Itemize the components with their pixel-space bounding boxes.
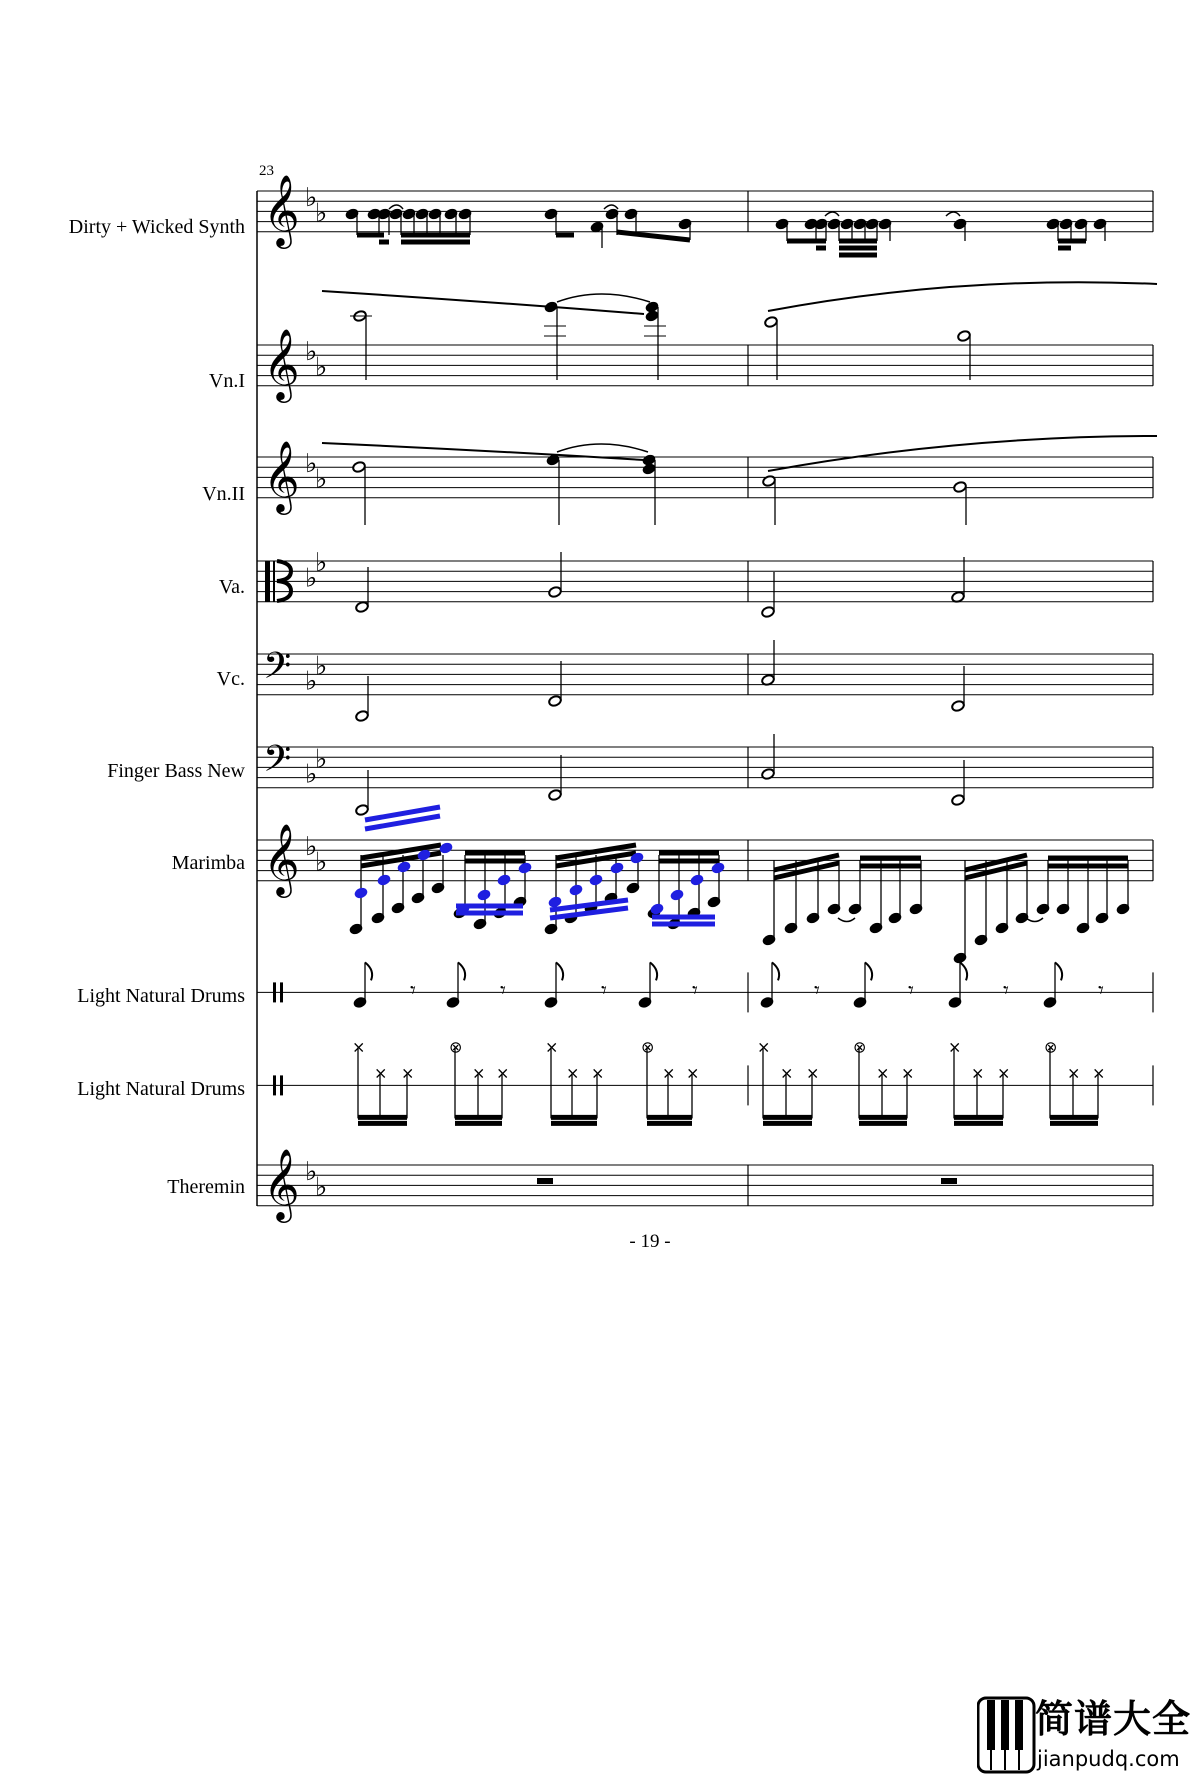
notehead [764, 316, 778, 329]
tie [838, 918, 855, 922]
alto-clef-icon [273, 561, 275, 602]
instrument-label-vn2: Vn.II [202, 483, 245, 505]
notehead [355, 710, 369, 723]
highlighted-notehead [569, 884, 583, 897]
notehead [951, 794, 965, 807]
whole-rest-icon [941, 1178, 957, 1184]
cymbal-note-icon: × [591, 1063, 605, 1083]
treble-clef-icon: 𝄞 [263, 1147, 300, 1220]
cymbal-note-icon: × [352, 1037, 366, 1057]
notehead [957, 330, 971, 343]
cymbal-note-icon: × [948, 1037, 962, 1057]
notehead [548, 586, 562, 599]
flag [1055, 962, 1062, 980]
tie [1026, 918, 1043, 922]
cymbal-note-icon: × [971, 1063, 985, 1083]
eighth-rest-icon: 𝄾 [814, 978, 820, 1004]
tie [557, 294, 650, 302]
measure-number: 23 [259, 163, 274, 179]
highlighted-notehead [690, 874, 704, 887]
notehead [642, 463, 656, 476]
fermata-icon [389, 205, 403, 209]
fermata-icon [946, 212, 960, 216]
cymbal-note-icon: × [374, 1063, 388, 1083]
instrument-label-drums2: Light Natural Drums [77, 1078, 245, 1100]
flag [650, 962, 657, 980]
flat-icon: ♭ [315, 744, 328, 775]
flat-icon: ♭ [315, 651, 328, 682]
cymbal-note-icon: × [566, 1063, 580, 1083]
highlighted-notehead [439, 842, 453, 855]
highlighted-notehead [497, 874, 511, 887]
page-number: - 19 - [629, 1231, 671, 1252]
cymbal-note-icon: × [876, 1063, 890, 1083]
flag [556, 962, 563, 980]
notehead [352, 461, 366, 474]
notehead [548, 789, 562, 802]
instrument-label-vc: Vc. [216, 668, 245, 690]
slur [768, 436, 1157, 471]
highlighted-notehead [711, 862, 725, 875]
instrument-label-va: Va. [218, 576, 245, 598]
notehead [548, 695, 562, 708]
cymbal-note-icon: × [401, 1063, 415, 1083]
notehead [355, 601, 369, 614]
cymbal-note-icon: × [686, 1063, 700, 1083]
bass-clef-icon: 𝄢 [263, 738, 292, 789]
highlighted-notehead [670, 889, 684, 902]
treble-clef-icon: 𝄞 [263, 822, 300, 895]
eighth-rest-icon: 𝄾 [1003, 978, 1009, 1004]
treble-clef-icon: 𝄞 [263, 327, 300, 400]
instrument-label-vn1: Vn.I [208, 370, 245, 392]
flat-icon: ♭ [315, 464, 328, 495]
percussion-clef-icon [273, 982, 276, 1002]
logo-url: jianpudq.com [1037, 1747, 1180, 1771]
slur [768, 282, 1157, 311]
notehead [645, 310, 659, 323]
highlighted-notehead [397, 861, 411, 874]
flat-icon: ♭ [305, 337, 318, 368]
cymbal-note-icon: × [997, 1063, 1011, 1083]
flat-icon: ♭ [305, 449, 318, 480]
highlighted-notehead [354, 887, 368, 900]
highlighted-notehead [477, 889, 491, 902]
alto-clef-icon [265, 561, 270, 602]
cymbal-note-icon: × [901, 1063, 915, 1083]
eighth-rest-icon: 𝄾 [500, 978, 506, 1004]
eighth-rest-icon: 𝄾 [1098, 978, 1104, 1004]
instrument-label-bass: Finger Bass New [107, 760, 245, 782]
flat-icon: ♭ [305, 666, 318, 697]
cymbal-note-icon: ⊗ [853, 1037, 867, 1057]
flag [458, 962, 465, 980]
notehead [762, 475, 776, 488]
notehead [953, 481, 967, 494]
flat-icon: ♭ [305, 1157, 318, 1188]
percussion-clef-icon [280, 982, 283, 1002]
instrument-label-marimba: Marimba [171, 852, 245, 874]
piano-keys-icon [977, 1692, 1037, 1778]
eighth-rest-icon: 𝄾 [692, 978, 698, 1004]
flag [960, 962, 967, 980]
flat-icon: ♭ [305, 563, 318, 594]
flag [365, 962, 372, 980]
treble-clef-icon: 𝄞 [263, 173, 300, 246]
cymbal-note-icon: × [472, 1063, 486, 1083]
cymbal-note-icon: × [1067, 1063, 1081, 1083]
notehead [951, 700, 965, 713]
notehead [761, 606, 775, 619]
cymbal-note-icon: × [496, 1063, 510, 1083]
flag [865, 962, 872, 980]
cymbal-note-icon: × [545, 1037, 559, 1057]
cymbal-note-icon: × [662, 1063, 676, 1083]
flat-icon: ♭ [305, 759, 318, 790]
notehead [355, 804, 369, 817]
cymbal-note-icon: × [1092, 1063, 1106, 1083]
cymbal-note-icon: × [806, 1063, 820, 1083]
whole-rest-icon [537, 1178, 553, 1184]
flat-icon: ♭ [305, 183, 318, 214]
cymbal-note-icon: ⊗ [1044, 1037, 1058, 1057]
flat-icon: ♭ [315, 1172, 328, 1203]
treble-clef-icon: 𝄞 [263, 439, 300, 512]
flat-icon: ♭ [305, 832, 318, 863]
flat-icon: ♭ [315, 847, 328, 878]
tie [557, 444, 648, 452]
eighth-rest-icon: 𝄾 [908, 978, 914, 1004]
flat-icon: ♭ [315, 352, 328, 383]
instrument-label-theremin: Theremin [167, 1176, 245, 1198]
highlighted-notehead [377, 874, 391, 887]
percussion-clef-icon [280, 1075, 283, 1095]
flat-icon: ♭ [315, 198, 328, 229]
highlighted-notehead [610, 862, 624, 875]
highlighted-notehead [518, 862, 532, 875]
bass-clef-icon: 𝄢 [263, 645, 292, 696]
instrument-label-synth: Dirty + Wicked Synth [68, 216, 245, 238]
logo-text: 简谱大全 [1035, 1697, 1192, 1741]
beam [617, 232, 690, 240]
flag [772, 962, 779, 980]
instrument-label-drums1: Light Natural Drums [77, 985, 245, 1007]
cymbal-note-icon: ⊗ [449, 1037, 463, 1057]
flat-icon: ♭ [315, 548, 328, 579]
highlighted-notehead [589, 874, 603, 887]
percussion-clef-icon [273, 1075, 276, 1095]
cymbal-note-icon: × [757, 1037, 771, 1057]
eighth-rest-icon: 𝄾 [410, 978, 416, 1004]
cymbal-note-icon: × [780, 1063, 794, 1083]
eighth-rest-icon: 𝄾 [601, 978, 607, 1004]
fermata-icon [825, 212, 839, 216]
fermata-icon [604, 205, 618, 209]
notehead [761, 768, 775, 781]
cymbal-note-icon: ⊗ [641, 1037, 655, 1057]
